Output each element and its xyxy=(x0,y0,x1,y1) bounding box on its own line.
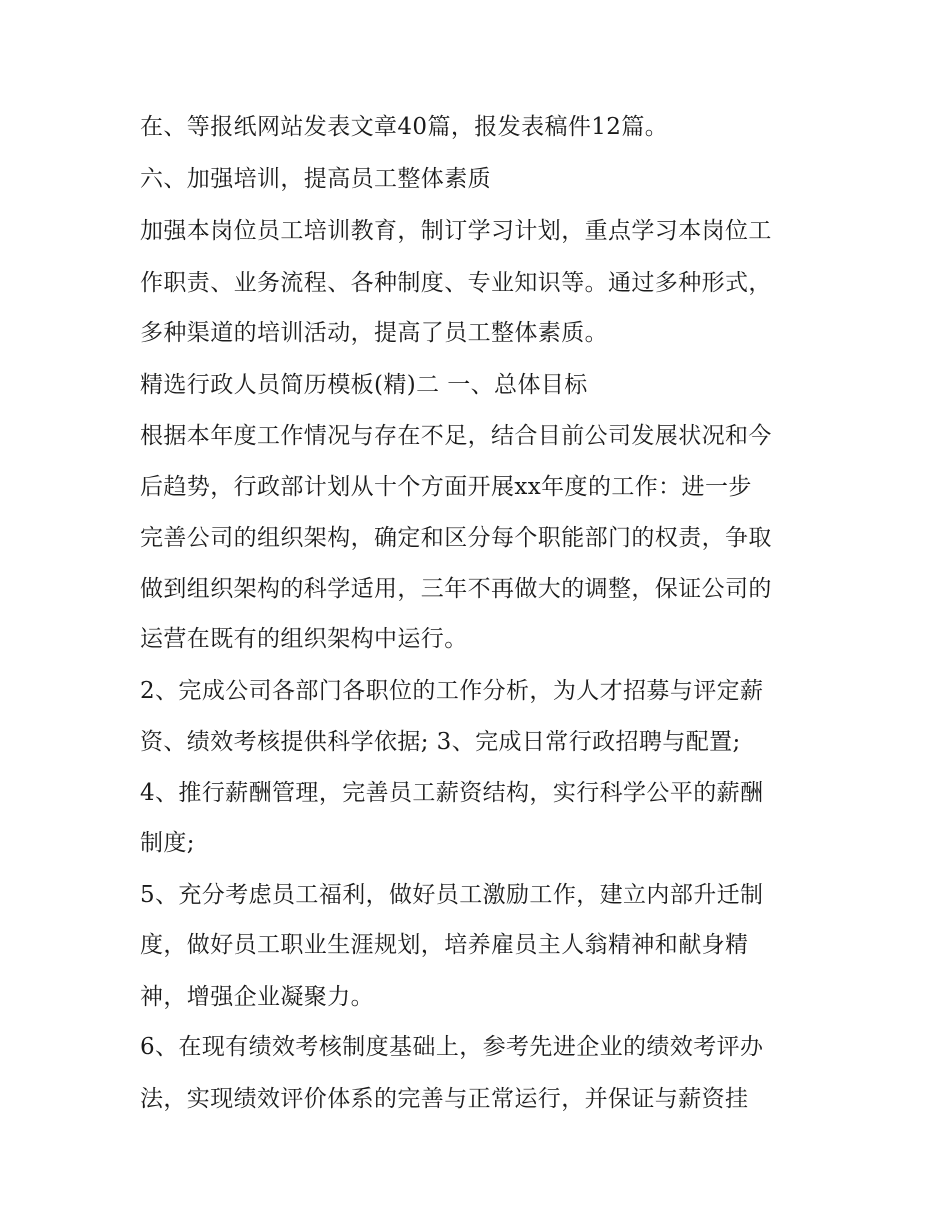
text-line: 在、等报纸网站发表文章40篇，报发表稿件12篇。 xyxy=(140,114,669,140)
text-line: 根据本年度工作情况与存在不足，结合目前公司发展状况和今 xyxy=(140,423,772,449)
text-line: 多种渠道的培训活动，提高了员工整体素质。 xyxy=(140,320,608,346)
section-heading: 精选行政人员简历模板(精)二 一、总体目标 xyxy=(140,372,588,398)
text-line: 做到组织架构的科学适用，三年不再做大的调整，保证公司的 xyxy=(140,576,772,602)
section-heading: 六、加强培训，提高员工整体素质 xyxy=(140,166,491,192)
text-line: 加强本岗位员工培训教育，制订学习计划，重点学习本岗位工 xyxy=(140,218,772,244)
text-line: 运营在既有的组织架构中运行。 xyxy=(140,626,468,652)
text-line: 4、推行薪酬管理，完善员工薪资结构，实行科学公平的薪酬 xyxy=(140,780,764,806)
text-line: 神，增强企业凝聚力。 xyxy=(140,984,374,1010)
text-line: 制度; xyxy=(140,830,195,856)
text-line: 5、充分考虑员工福利，做好员工激励工作，建立内部升迁制 xyxy=(140,882,764,908)
text-line: 后趋势，行政部计划从十个方面开展xx年度的工作：进一步 xyxy=(140,474,752,500)
text-line: 法，实现绩效评价体系的完善与正常运行，并保证与薪资挂 xyxy=(140,1086,749,1112)
text-line: 2、完成公司各部门各职位的工作分析，为人才招募与评定薪 xyxy=(140,678,764,704)
text-line: 完善公司的组织架构，确定和区分每个职能部门的权责，争取 xyxy=(140,525,772,551)
text-line: 6、在现有绩效考核制度基础上，参考先进企业的绩效考评办 xyxy=(140,1034,764,1060)
text-line: 作职责、业务流程、各种制度、专业知识等。通过多种形式， xyxy=(140,270,772,296)
text-line: 资、绩效考核提供科学依据; 3、完成日常行政招聘与配置; xyxy=(140,729,741,755)
text-line: 度，做好员工职业生涯规划，培养雇员主人翁精神和献身精 xyxy=(140,932,749,958)
